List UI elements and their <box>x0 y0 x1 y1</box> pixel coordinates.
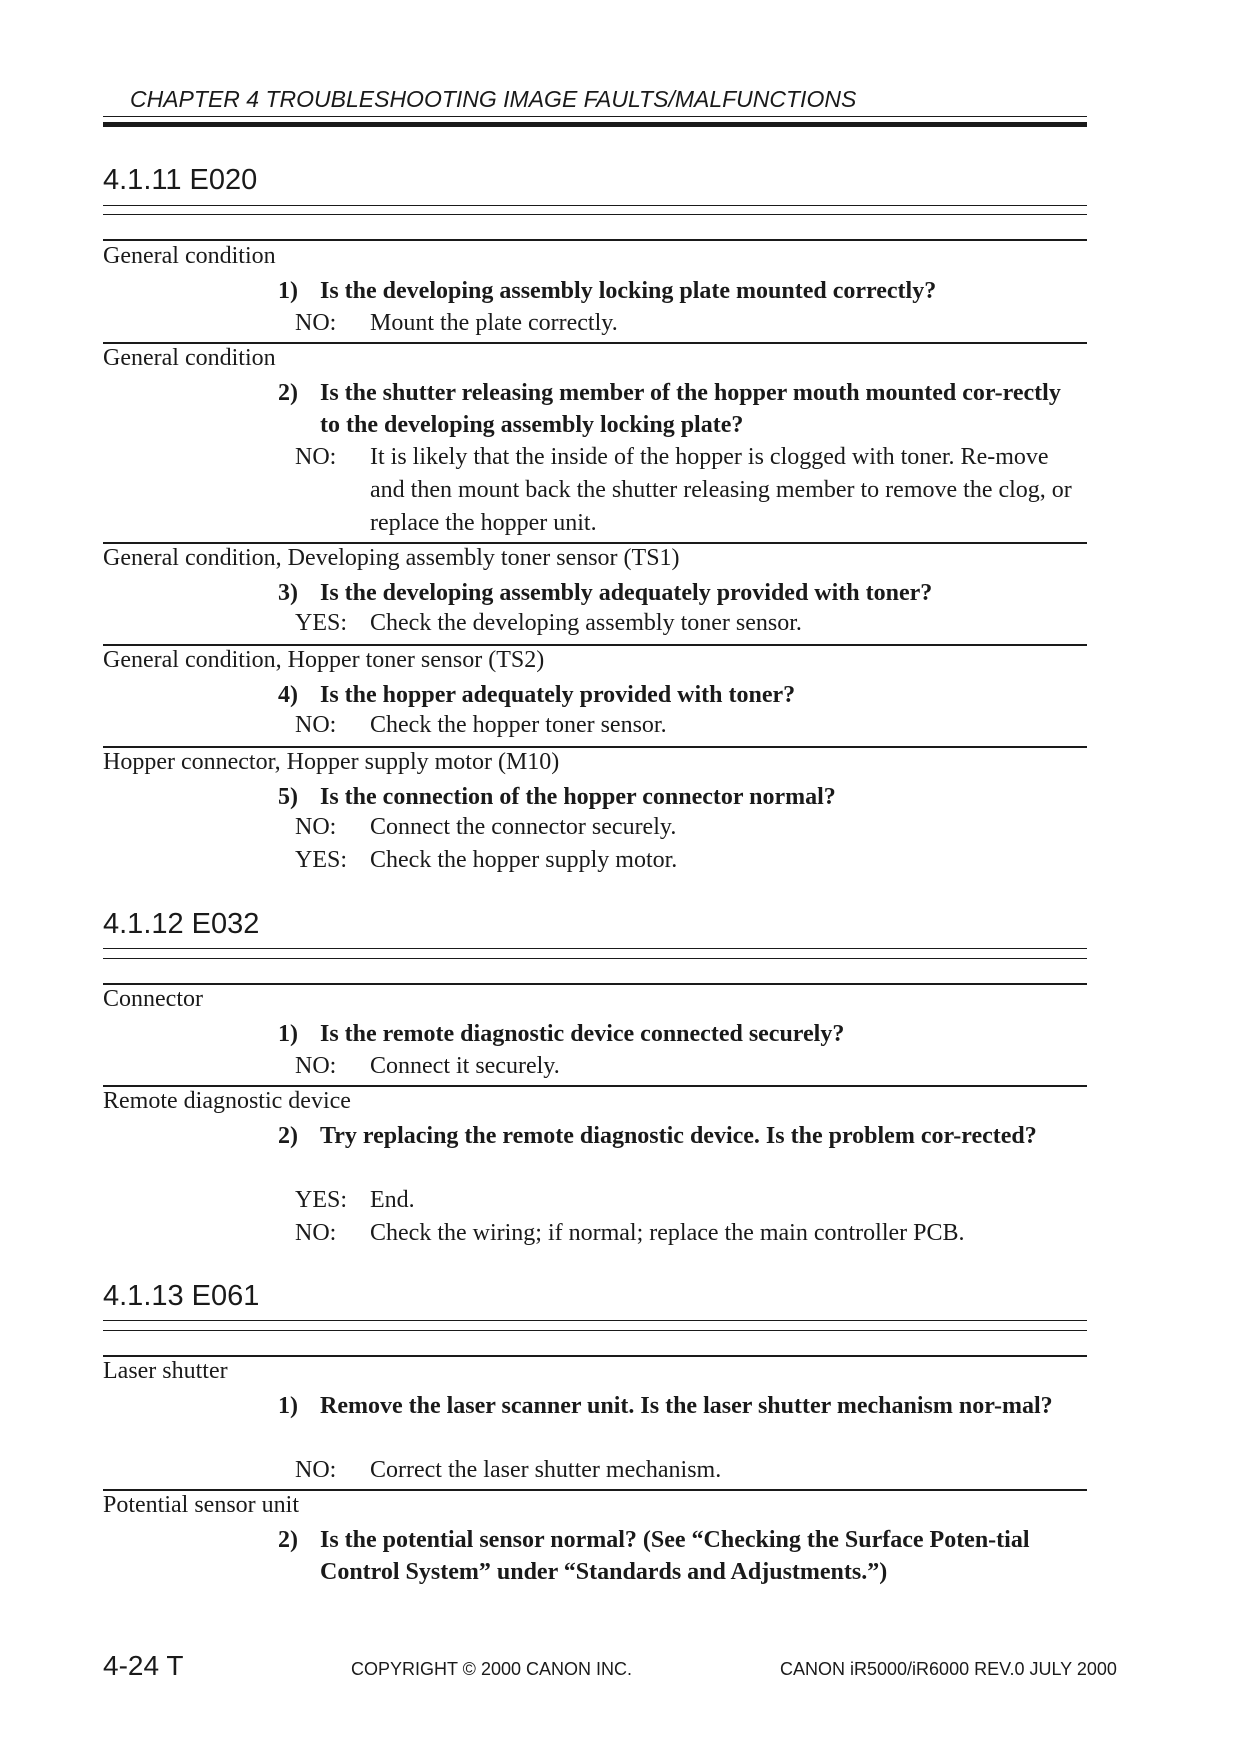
section-rule <box>103 958 1087 959</box>
question-number: 1) <box>278 278 298 304</box>
chapter-title: CHAPTER 4 TROUBLESHOOTING IMAGE FAULTS/MALFUNCTIONS <box>130 86 857 112</box>
answer-text: Correct the laser shutter mechanism. <box>370 1457 722 1483</box>
answer <box>295 307 1085 340</box>
answer-text: Check the wiring; if normal; replace the main controller PCB. <box>370 1220 965 1246</box>
question-text: Is the remote diagnostic device connected securely? <box>320 1021 845 1047</box>
answer-label: NO: <box>295 444 337 470</box>
category-label: General condition <box>103 243 276 269</box>
question-text: Remove the laser scanner unit. Is the laser shutter mechanism nor-mal? <box>320 1393 1053 1419</box>
question-text: Is the developing assembly locking plate mounted correctly? <box>320 278 937 304</box>
block-divider <box>103 644 1087 646</box>
category-label: Connector <box>103 986 203 1012</box>
question-number: 2) <box>278 1527 298 1553</box>
question-text: Is the potential sensor normal? (See “Checking the Surface Poten-tial Control System” under “Standards and Adjustments.”) <box>320 1527 1030 1585</box>
block-divider <box>103 1355 1087 1357</box>
category-label: General condition, Developing assembly toner sensor (TS1) <box>103 545 680 571</box>
block-divider <box>103 1085 1087 1087</box>
question <box>278 1524 1078 1588</box>
answer-label: NO: <box>295 1053 337 1079</box>
question-number: 2) <box>278 1123 298 1149</box>
answer-label: YES: <box>295 610 348 636</box>
section-rule <box>103 205 1087 206</box>
question <box>278 1018 1078 1050</box>
question <box>278 781 1078 813</box>
answer-label: NO: <box>295 1457 337 1483</box>
answer-text: Check the developing assembly toner sensor. <box>370 610 802 636</box>
question-number: 2) <box>278 380 298 406</box>
answer-label: NO: <box>295 814 337 840</box>
category-label: Remote diagnostic device <box>103 1088 351 1114</box>
answer <box>295 1050 1085 1083</box>
block-divider <box>103 1489 1087 1491</box>
question-text: Is the connection of the hopper connector normal? <box>320 784 836 810</box>
answer-label: NO: <box>295 310 337 336</box>
question <box>278 577 1078 609</box>
answer-text: Mount the plate correctly. <box>370 310 618 336</box>
category-label: General condition <box>103 345 276 371</box>
question-text: Is the developing assembly adequately provided with toner? <box>320 580 933 606</box>
category-label: General condition, Hopper toner sensor (TS2) <box>103 647 545 673</box>
section-heading-e020: 4.1.11 E020 <box>103 164 258 196</box>
answer <box>295 607 1085 640</box>
section-heading-e032: 4.1.12 E032 <box>103 908 260 940</box>
question-text: Is the shutter releasing member of the hopper mouth mounted cor-rectly to the developing assembly locking plate? <box>320 380 1061 438</box>
question-text: Try replacing the remote diagnostic device. Is the problem cor-rected? <box>320 1123 1037 1149</box>
block-divider <box>103 542 1087 544</box>
answer-text: End. <box>370 1187 415 1213</box>
answer <box>295 1217 1085 1250</box>
section-rule <box>103 214 1087 215</box>
question-number: 4) <box>278 682 298 708</box>
document-id: CANON iR5000/iR6000 REV.0 JULY 2000 <box>780 1659 1117 1679</box>
question-number: 3) <box>278 580 298 606</box>
block-divider <box>103 983 1087 985</box>
question-number: 1) <box>278 1021 298 1047</box>
answer-label: NO: <box>295 1220 337 1246</box>
section-rule <box>103 1320 1087 1321</box>
answer-label: YES: <box>295 847 348 873</box>
block-divider <box>103 342 1087 344</box>
question <box>278 1390 1078 1422</box>
answer <box>295 811 1085 844</box>
answer <box>295 1184 1085 1217</box>
section-rule <box>103 1330 1087 1331</box>
category-label: Hopper connector, Hopper supply motor (M10) <box>103 749 560 775</box>
page-number: 4-24 T <box>103 1650 184 1681</box>
copyright: COPYRIGHT © 2000 CANON INC. <box>351 1659 632 1679</box>
question <box>278 377 1078 441</box>
section-rule <box>103 948 1087 949</box>
question <box>278 679 1078 711</box>
answer-text: Check the hopper toner sensor. <box>370 712 667 738</box>
answer-text: Check the hopper supply motor. <box>370 847 678 873</box>
block-divider <box>103 239 1087 241</box>
header-rule-thick <box>103 122 1087 127</box>
question-number: 1) <box>278 1393 298 1419</box>
answer-label: NO: <box>295 712 337 738</box>
question-text: Is the hopper adequately provided with toner? <box>320 682 796 708</box>
question <box>278 275 1078 307</box>
answer <box>295 709 1085 742</box>
section-heading-e061: 4.1.13 E061 <box>103 1280 260 1312</box>
header-rule-thin <box>103 116 1087 117</box>
answer <box>295 441 1085 540</box>
answer-text: Connect the connector securely. <box>370 814 677 840</box>
question <box>278 1120 1078 1152</box>
answer-label: YES: <box>295 1187 348 1213</box>
answer-text: Connect it securely. <box>370 1053 560 1079</box>
question-number: 5) <box>278 784 298 810</box>
answer <box>295 1454 1085 1487</box>
category-label: Laser shutter <box>103 1358 228 1384</box>
block-divider <box>103 746 1087 748</box>
answer <box>295 844 1085 877</box>
category-label: Potential sensor unit <box>103 1492 299 1518</box>
answer-text: It is likely that the inside of the hopper is clogged with toner. Re-move and then mount back the shutter releasing member to remove the clog, or replace the hopper unit. <box>370 444 1072 536</box>
